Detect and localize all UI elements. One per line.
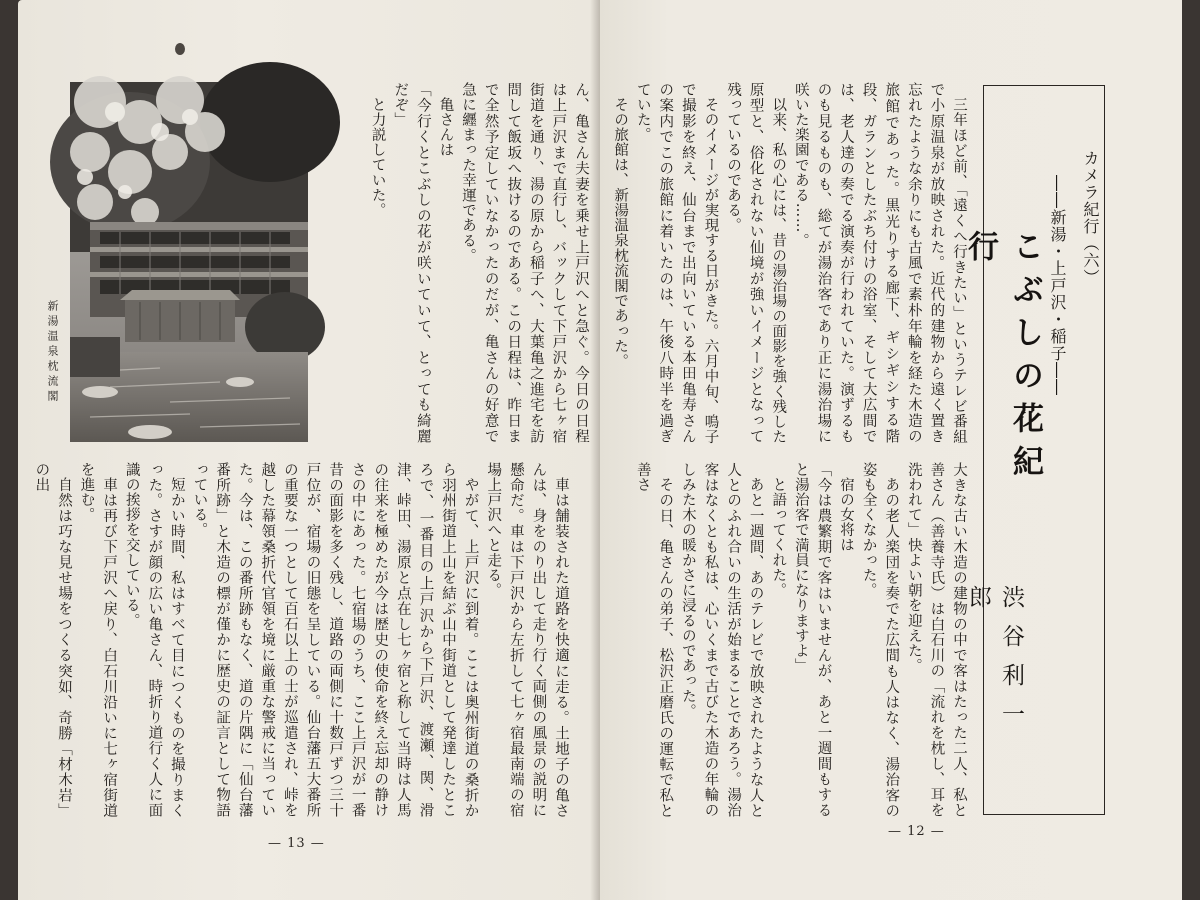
paragraph: 大きな古い木造の建物の中で客はたった二人、私と善さん（善養寺氏）は白石川の「流れを枕し、耳を洗われて」快よい朝を迎えた。 (905, 462, 967, 818)
quote: 「今は農繁期で客はいませんが、あと一週間もすると湯治客で満員になりますよ」 (792, 462, 832, 818)
paragraph: 亀さんは (437, 96, 454, 157)
page-number-right: — 12 — (888, 824, 945, 839)
author-name: 渋谷利一郎 (965, 585, 1024, 741)
paragraph: と語ってくれた。 (770, 476, 787, 598)
left-upper-text (330, 82, 592, 444)
paragraph: 短かい時間、私はすべて目につくものを撮りまくった。さすが顔の広い亀さん、時折り道行く人に面識の挨拶を交している。 (123, 462, 185, 818)
paragraph: 以来、私の心には、昔の湯治場の面影を強く残した原型と、俗化されない仙境が強いイメージとなって残っているのである。 (725, 82, 787, 444)
paragraph: 三年ほど前、「遠くへ行きたい」というテレビ番組で小原温泉が放映された。近代的建物から遠く置き忘れたような余りにも古風で素朴年輪を経た木造の旅館であった。黒光りする廊下、ギシギシする階段、ガランとしたぶち付けの浴室、そして大広間では、老人達の奏でる演奏が行われていた。演ずるものも見るものも、総てが湯治客であり正に湯治場に咲いた楽園である……。 (792, 82, 967, 444)
page-number-left: — 13 — (268, 836, 325, 851)
quote: 「今行くとこぶしの花が咲いていて、とっても綺麗だぞ」 (392, 82, 431, 444)
paragraph: 自然は巧な見せ場をつくる突如、奇勝「材木岩」の出 (33, 462, 72, 818)
paragraph: その旅館は、新湯温泉枕流閣であった。 (612, 96, 629, 369)
photo-illustration (70, 82, 308, 442)
right-upper-text (612, 82, 970, 444)
article-subtitle: ――新湯・上戸沢・稲子―― (1048, 175, 1067, 396)
right-lower-text (634, 462, 970, 818)
binding-hole (175, 43, 185, 55)
article-title: こぶしの花紀行 (962, 230, 1043, 488)
paragraph: その日、亀さんの弟子、松沢正磨氏の運転で私と善さ (634, 462, 674, 818)
paragraph: あと一週間、あのテレビで放映されたような人と人とのふれ合いの生活が始まることであろう。湯治客はなくとも私は、心いくまで古びた木造の年輪のしみた木の暖かさに浸るのであった。 (679, 462, 764, 818)
paragraph: 車は舗装された道路を快適に走る。土地子の亀さんは、身をのり出して走り行く両側の風景の説明に懸命だ。車は下戸沢から左折して七ヶ宿最南端の宿場上戸沢へと走る。 (485, 462, 569, 818)
paragraph: ん、亀さん夫妻を乗せ上戸沢へと急ぐ。今日の日程は上戸沢まで直行し、バックして下戸沢から七ヶ宿街道を通り、湯の原から稲子へ、大葉亀之進宅を訪問して飯坂へ抜けるのである。この日程は、昨日まで全然予定していなかったのだが、亀さんの好意で急に纒まった幸運である。 (460, 82, 589, 444)
paragraph: と力説していた。 (369, 96, 386, 218)
series-label: カメラ紀行（六） (1081, 150, 1100, 286)
paragraph: やがて、上戸沢に到着。ここは奥州街道の桑折から羽州街道上山を結ぶ山中街道として発達したところで、一番目の上戸沢から下戸沢、渡瀬、関、滑津、峠田、湯原と点在し七ヶ宿と称して当時は人馬の往来を極めたが今は歴史の使命を終え忘却の静けさの中にあった。七宿場のうち、ここ上戸沢が一番昔の面影を多く残し、道路の両側に十数戸ずつ三十戸位が、宿場の旧態を呈している。仙台藩五大番所の重要な一つとして百石以上の士が巡遣され、峠を越した幕領桑折代官領を境に厳重な警戒に当っていた。今は、この番所跡もなく、道の片隅に「仙台藩番所跡」と木造の標が僅かに歴史の証言として物語っている。 (191, 462, 479, 818)
left-lower-text (33, 462, 572, 818)
paragraph: あの老人楽団を奏でた広間も人はなく、湯治客の姿も全くなかった。 (860, 462, 900, 818)
paragraph: 宿の女将は (838, 476, 855, 552)
photo-hot-spring-inn (70, 82, 308, 442)
photo-caption: 新湯温泉枕流閣 (46, 300, 59, 405)
paragraph: 車は再び下戸沢へ戻り、白石川沿いに七ヶ宿街道を進む。 (78, 462, 118, 818)
paragraph: そのイメージが実現する日がきた。六月中旬、鳴子で撮影を終え、仙台まで出向いている本田亀寿さんの案内でこの旅館に着いたのは、午後八時半を過ぎていた。 (634, 82, 719, 444)
